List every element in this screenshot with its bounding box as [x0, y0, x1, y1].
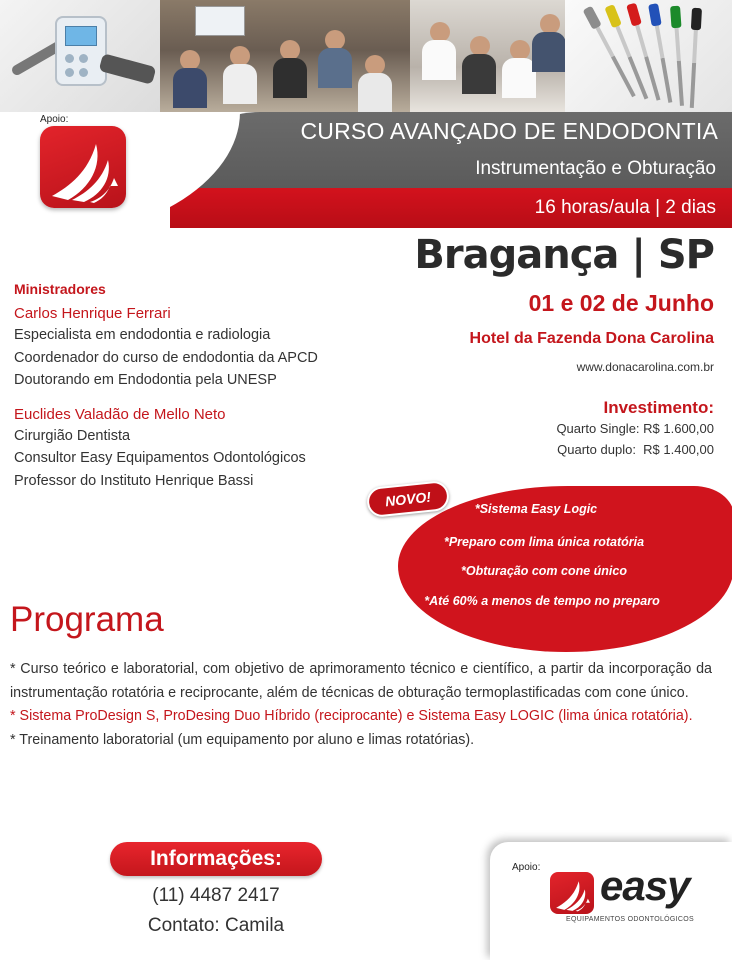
- programa-paragraph: * Treinamento laboratorial (um equipamento por aluno e limas rotatórias).: [10, 731, 475, 748]
- minister-card: [14, 305, 374, 392]
- price-single: Quarto Single: R$ 1.600,00: [556, 421, 714, 436]
- course-title: CURSO AVANÇADO DE ENDODONTIA: [300, 118, 718, 144]
- contact-person: Contato: Camila: [147, 915, 285, 936]
- minister-credential: Professor do Instituto Henrique Bassi: [14, 472, 254, 489]
- minister-credential: Cirurgião Dentista: [14, 427, 131, 444]
- city-title: Bragança | SP: [414, 232, 714, 278]
- novo-item: *Até 60% a menos de tempo no preparo: [424, 594, 660, 608]
- minister-credential: Doutorando em Endodontia pela UNESP: [14, 372, 277, 388]
- programa-paragraph-highlight: * Sistema ProDesign S, ProDesing Duo Híbrido (reciprocante) e Sistema Easy LOGIC (lima única rotatória).: [10, 708, 693, 724]
- minister-name: Euclides Valadão de Mello Neto: [14, 405, 226, 423]
- photo-strip: [0, 0, 732, 112]
- programa-paragraph: * Curso teórico e laboratorial, com objetivo de aprimoramento técnico e científico, a partir da incorporação da instrumentação rotatória e reciprocante, além de técnicas de obturação termoplastificadas com cone único.: [10, 661, 712, 701]
- minister-credential: Consultor Easy Equipamentos Odontológicos: [14, 450, 306, 466]
- novo-item: *Sistema Easy Logic: [474, 502, 598, 516]
- classroom-photo: [160, 0, 410, 112]
- endodontic-files-photo: [565, 0, 732, 112]
- novo-item: *Preparo com lima única rotatória: [443, 535, 645, 549]
- sponsor-brand-subtitle: EQUIPAMENTOS ODONTOLÓGICOS: [566, 916, 694, 923]
- minister-name: Carlos Henrique Ferrari: [14, 305, 171, 322]
- laboratory-training-photo: [410, 0, 565, 112]
- easy-logo-icon: [40, 126, 126, 208]
- investment-heading: Investimento:: [603, 398, 714, 417]
- course-hours: 16 horas/aula | 2 dias: [534, 197, 716, 218]
- sponsor-apoio-label: Apoio:: [512, 862, 541, 873]
- apoio-label: Apoio:: [40, 114, 69, 125]
- course-dates: 01 e 02 de Junho: [528, 290, 714, 316]
- hotel-website-link[interactable]: www.donacarolina.com.br: [576, 360, 714, 374]
- minister-credential: Especialista em endodontia e radiologia: [14, 327, 271, 343]
- programa-body: [10, 658, 712, 752]
- course-subtitle: Instrumentação e Obturação: [475, 158, 716, 179]
- minister-card: [14, 406, 374, 493]
- ministers-heading: Ministradores: [14, 281, 106, 297]
- price-double: Quarto duplo: R$ 1.400,00: [557, 442, 714, 457]
- minister-credential: Coordenador do curso de endodontia da APCD: [14, 349, 318, 366]
- easy-logo-icon: [550, 872, 594, 914]
- novo-item: *Obturação com cone único: [460, 564, 627, 578]
- ministers-section: [14, 281, 374, 506]
- novo-tag: NOVO!: [366, 480, 451, 518]
- endodontic-motor-photo: [0, 0, 160, 112]
- programa-heading: Programa: [10, 600, 164, 639]
- hotel-name: Hotel da Fazenda Dona Carolina: [469, 330, 714, 347]
- contact-phone[interactable]: (11) 4487 2417: [152, 885, 280, 906]
- sponsor-brand-name: easy: [600, 862, 690, 909]
- info-label-pill: Informações:: [110, 842, 322, 876]
